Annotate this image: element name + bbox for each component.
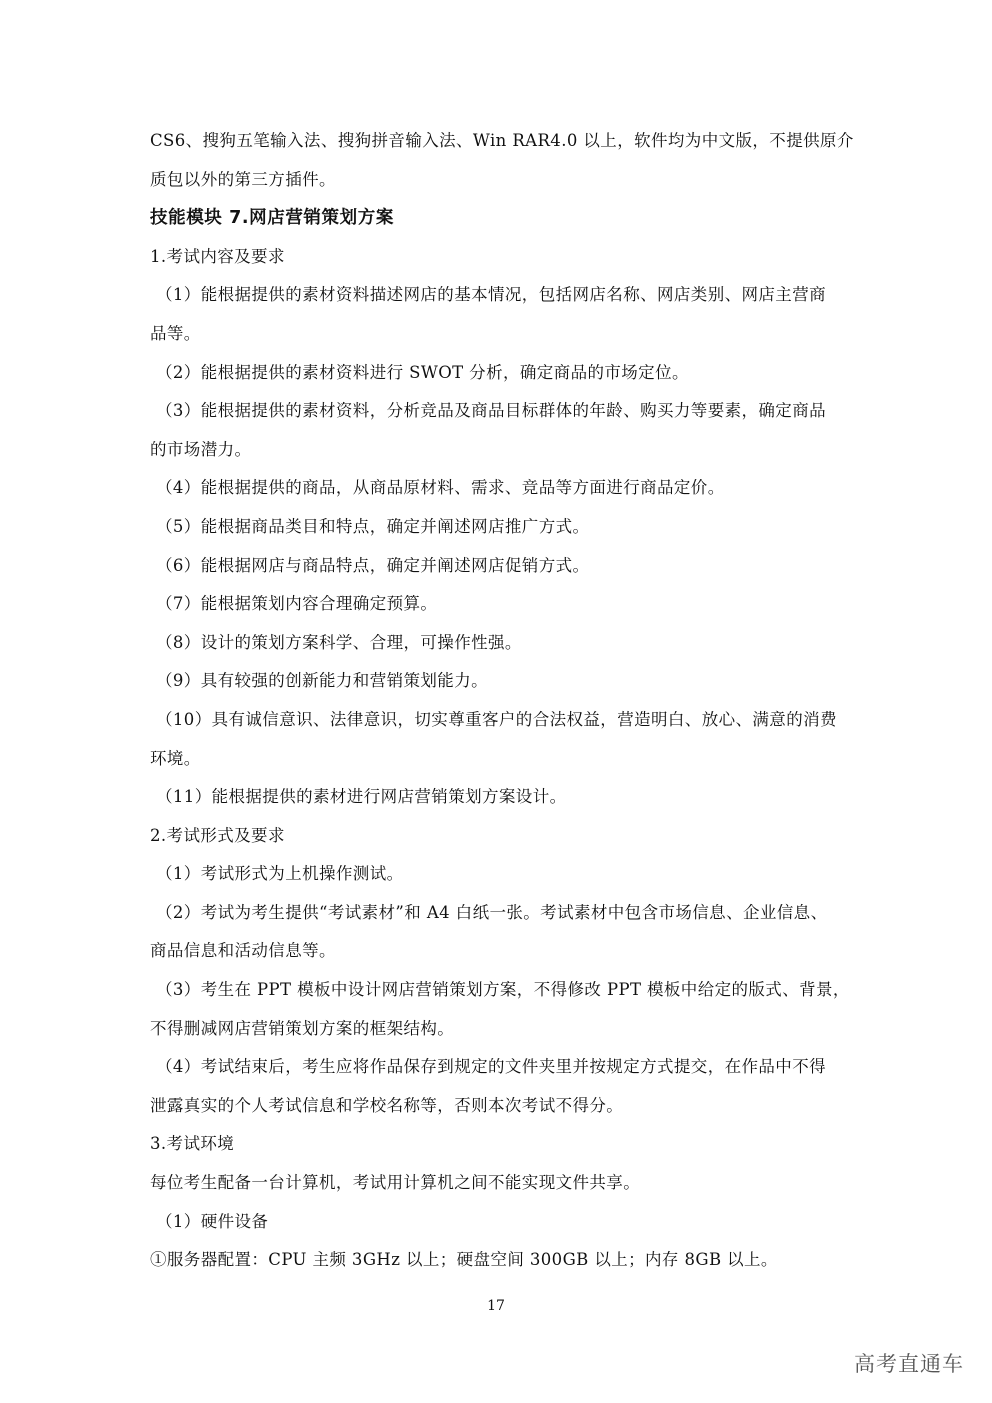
text-line: 商品信息和活动信息等。 [150,941,336,961]
list-item: （6）能根据网店与商品特点，确定并阐述网店促销方式。 [156,555,590,575]
list-item: （3）考生在 PPT 模板中设计网店营销策划方案，不得修改 PPT 模板中给定的版式、背景， [156,980,850,1000]
page-number: 17 [487,1298,505,1314]
list-item: （5）能根据商品类目和特点，确定并阐述网店推广方式。 [156,516,590,536]
list-item: （4）考试结束后，考生应将作品保存到规定的文件夹里并按规定方式提交，在作品中不得 [156,1057,826,1077]
text-line: 品等。 [150,323,201,343]
subsection-title: 1.考试内容及要求 [150,246,285,266]
watermark-text: 高考直通车 [854,1352,964,1376]
text-line: 的市场潜力。 [150,439,252,459]
list-item: （11）能根据提供的素材进行网店营销策划方案设计。 [156,787,567,807]
list-item: （2）能根据提供的素材资料进行 SWOT 分析，确定商品的市场定位。 [156,362,689,382]
list-item: （1）能根据提供的素材资料描述网店的基本情况，包括网店名称、网店类别、网店主营商 [156,285,826,305]
list-item: （1）考试形式为上机操作测试。 [156,864,404,884]
document-body [150,122,854,1280]
list-item: （8）设计的策划方案科学、合理，可操作性强。 [156,632,522,652]
text-line: 每位考生配备一台计算机，考试用计算机之间不能实现文件共享。 [150,1173,641,1193]
list-item: （7）能根据策划内容合理确定预算。 [156,594,438,614]
subsection-title: 2.考试形式及要求 [150,825,285,845]
list-item: （4）能根据提供的商品，从商品原材料、需求、竞品等方面进行商品定价。 [156,478,725,498]
subsection-title: 3.考试环境 [150,1134,235,1154]
text-line: 泄露真实的个人考试信息和学校名称等，否则本次考试不得分。 [150,1095,624,1115]
list-item: （10）具有诚信意识、法律意识，切实尊重客户的合法权益，营造明白、放心、满意的消费 [156,709,837,729]
list-item: （2）考试为考生提供“考试素材”和 A4 白纸一张。考试素材中包含市场信息、企业信息、 [156,902,828,922]
section-heading: 技能模块 7.网店营销策划方案 [150,208,394,229]
list-item: （9）具有较强的创新能力和营销策划能力。 [156,671,488,691]
text-line: CS6、搜狗五笔输入法、搜狗拼音输入法、Win RAR4.0 以上，软件均为中文版，不提供原介 [150,131,854,150]
text-line: 环境。 [150,748,201,768]
text-line: ①服务器配置：CPU 主频 3GHz 以上；硬盘空间 300GB 以上；内存 8GB 以上。 [150,1250,778,1270]
text-line: 质包以外的第三方插件。 [150,169,336,189]
list-item: （3）能根据提供的素材资料，分析竞品及商品目标群体的年龄、购买力等要素，确定商品 [156,401,826,421]
list-item: （1）硬件设备 [156,1211,269,1231]
text-line: 不得删减网店营销策划方案的框架结构。 [150,1018,455,1038]
